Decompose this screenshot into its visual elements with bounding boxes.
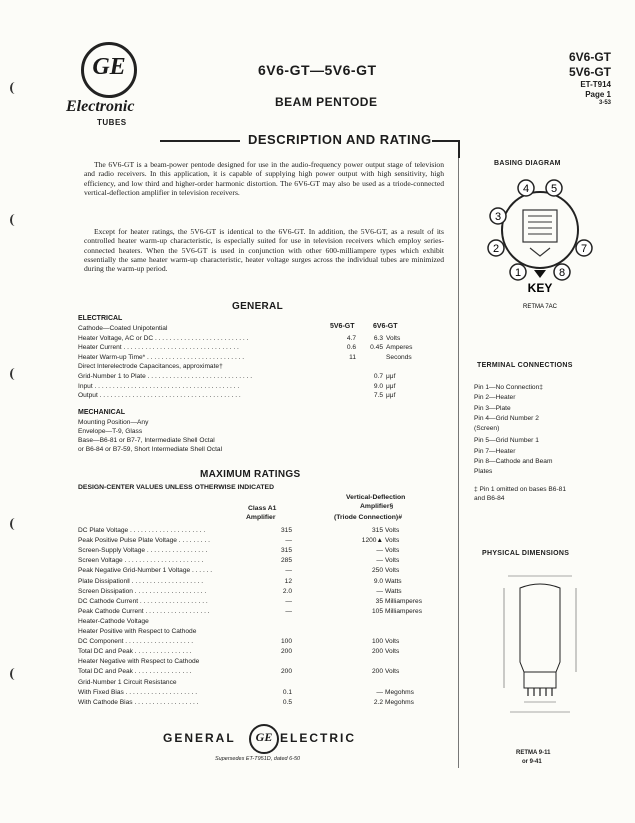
col-vd-1: Vertical-Deflection	[346, 494, 406, 501]
col-vd-3: (Triode Connection)#	[334, 514, 402, 521]
rating-row	[78, 546, 453, 555]
rating-row	[78, 657, 453, 666]
electrical-row	[78, 362, 453, 371]
rating-label: Peak Positive Pulse Plate Voltage . . . . . . . . .	[78, 537, 210, 545]
electrical-row	[78, 353, 453, 362]
rating-value: —	[376, 688, 383, 696]
electrical-row	[78, 382, 453, 391]
terminal-note: ‡ Pin 1 omitted on bases B6-81	[474, 486, 567, 493]
footer-brand-left: GENERAL	[163, 731, 236, 745]
footer-brand-right: ELECTRIC	[280, 731, 356, 745]
electrical-unit: Volts	[386, 334, 401, 342]
terminal-pin: Pin 3—Plate	[474, 405, 511, 412]
physical-dimensions-heading: PHYSICAL DIMENSIONS	[482, 550, 570, 557]
rating-row	[78, 556, 453, 565]
rating-unit: Megohms	[385, 688, 414, 696]
rating-value: —	[285, 597, 292, 605]
ge-logo	[81, 42, 137, 98]
physical-caption-1: RETMA 9-11	[516, 750, 551, 756]
tube-envelope	[520, 584, 560, 672]
rating-row	[78, 536, 453, 545]
rating-unit: Watts	[385, 577, 402, 585]
terminal-pin: Pin 7—Heater	[474, 448, 516, 455]
electrical-label: Cathode—Coated Unipotential	[78, 325, 168, 332]
rating-value: 315	[280, 547, 292, 555]
electrical-row	[78, 334, 453, 343]
rating-row	[78, 566, 453, 575]
key-label: KEY	[527, 281, 553, 295]
footer-ge-logo	[249, 724, 279, 754]
rating-value: 315	[371, 527, 383, 534]
rating-label: With Cathode Bias . . . . . . . . . . . . . . . . . .	[78, 698, 199, 706]
mechanical-row	[78, 427, 453, 436]
rating-value: —	[376, 547, 383, 555]
rating-value: 9.0	[373, 577, 383, 585]
terminal-pin: Pin 4—Grid Number 2	[474, 415, 539, 422]
electrical-label: Heater Voltage, AC or DC . . . . . . . . . . . . . . . . . . . . . . . . . .	[78, 334, 249, 342]
rating-label: With Fixed Bias . . . . . . . . . . . . . . . . . . . .	[78, 688, 198, 696]
mechanical-row	[78, 445, 453, 454]
pin-4	[518, 180, 534, 196]
rating-row	[78, 587, 453, 596]
rating-label: DC Cathode Current . . . . . . . . . . . . . . . . . . .	[78, 597, 208, 605]
brand-tubes: TUBES	[97, 118, 127, 127]
pin-3	[490, 208, 506, 224]
pin-7-label: 7	[580, 243, 588, 255]
electrical-value: 7.5	[373, 392, 383, 400]
mechanical-row	[78, 418, 453, 427]
tube-pins	[528, 688, 552, 696]
electrical-row	[78, 324, 453, 333]
tube-outline-drawing	[490, 574, 590, 724]
electrical-unit: Amperes	[386, 344, 413, 352]
rating-label: Screen-Supply Voltage . . . . . . . . . . . . . . . . .	[78, 547, 208, 555]
electrical-label: Heater Warm-up Time* . . . . . . . . . . . . . . . . . . . . . . . . . . .	[78, 353, 245, 361]
rating-unit: Volts	[385, 648, 400, 656]
physical-caption-2: or 9-41	[522, 759, 542, 765]
basing-diagram-heading: BASING DIAGRAM	[494, 160, 561, 167]
general-heading: GENERAL	[232, 301, 283, 312]
mechanical-text: Mounting Position—Any	[78, 419, 149, 426]
doc-number: ET-T914	[580, 80, 611, 89]
rating-value: —	[285, 567, 292, 575]
rating-row	[78, 698, 453, 707]
binder-hole	[10, 518, 20, 530]
rating-label: DC Component . . . . . . . . . . . . . . . . . . .	[78, 638, 194, 646]
rating-value: 0.5	[282, 698, 292, 706]
electrical-label: Heater Current . . . . . . . . . . . . . . . . . . . . . . . . . . . . . . . .	[78, 344, 239, 352]
header-type-2: 5V6-GT	[568, 65, 611, 79]
rating-row	[78, 617, 453, 626]
rating-value: —	[376, 587, 383, 595]
rating-value: 200	[371, 668, 383, 676]
ge-monogram: GE	[92, 54, 126, 80]
pin-4-label: 4	[522, 183, 530, 195]
pin-8	[554, 264, 570, 280]
electrical-unit: μμf	[386, 382, 396, 390]
rating-label: Screen Voltage . . . . . . . . . . . . . . . . . . . . . .	[78, 557, 204, 565]
supersedes-note: Supersedes ET-T951D, dated 6-50	[215, 756, 301, 762]
terminal-pin: Pin 1—No Connection‡	[474, 384, 543, 391]
column-rule-top	[458, 140, 460, 158]
rating-value: 285	[280, 557, 292, 565]
rating-row	[78, 526, 453, 535]
mechanical-heading: MECHANICAL	[78, 409, 126, 416]
terminal-pin: Pin 2—Heater	[474, 394, 516, 401]
pin-1	[510, 264, 526, 280]
rating-label: DC Plate Voltage . . . . . . . . . . . . . . . . . . . . .	[78, 527, 206, 534]
rating-label: Heater Positive with Respect to Cathode	[78, 628, 197, 635]
pin-1-label: 1	[514, 267, 522, 279]
electrical-value: 0.45	[370, 344, 383, 352]
terminal-pin: Pin 8—Cathode and Beam	[474, 458, 553, 465]
mechanical-text: Base—B6-81 or B7-7, Intermediate Shell Octal	[78, 437, 215, 444]
rating-value: 315	[280, 527, 292, 534]
rating-value: 35	[375, 597, 383, 605]
description-paragraph-2: Except for heater ratings, the 5V6-GT is identical to the 6V6-GT. In addition, the 5V6-GT, as a result of its controlled heater warm-up characteristic, is especially suited for use in television receivers which employ series-connected heaters. When the 5V6-GT is used in conjunction with other 600-milliampere types which exhibit essentially the same heater warm-up characteristic, heater voltage surges across the individual tubes are minimized during the warm-up period.	[84, 227, 444, 274]
electrical-value: 11	[349, 353, 356, 361]
mechanical-row	[78, 436, 453, 445]
electrical-heading: ELECTRICAL	[78, 315, 123, 322]
electrical-unit: μμf	[386, 373, 396, 380]
electrical-value: 0.6	[346, 344, 356, 352]
binder-hole	[10, 82, 20, 94]
rating-row	[78, 577, 453, 586]
rating-label: Heater Negative with Respect to Cathode	[78, 658, 200, 666]
electrical-label: Grid-Number 1 to Plate . . . . . . . . . . . . . . . . . . . . . . . . . . . . .	[78, 373, 253, 380]
tube-base	[524, 672, 556, 688]
rating-value: —	[376, 557, 383, 565]
electrical-unit: μμf	[386, 392, 396, 400]
electrical-row	[78, 391, 453, 400]
rating-row	[78, 647, 453, 656]
rating-unit: Volts	[385, 557, 400, 565]
rating-value: —	[285, 537, 292, 545]
pin-8-label: 8	[558, 267, 566, 279]
electrode-structure	[523, 210, 557, 242]
rating-unit: Megohms	[385, 698, 414, 706]
footer-ge-monogram: GE	[255, 730, 273, 744]
electrical-value: 4.7	[346, 334, 356, 342]
electrical-value: 9.0	[373, 382, 383, 390]
rating-row	[78, 607, 453, 616]
rating-row	[78, 688, 453, 697]
terminal-pin: Plates	[474, 468, 493, 475]
electrical-label: Direct Interelectrode Capacitances, approximate†	[78, 363, 223, 371]
rating-unit: Volts	[385, 638, 400, 646]
rating-unit: Volts	[385, 527, 400, 534]
electrical-value: 6.3	[373, 334, 383, 342]
col-6v6: 6V6-GT	[373, 323, 398, 330]
pin-5-label: 5	[550, 183, 558, 195]
rating-value: 2.0	[282, 587, 292, 595]
section-rule-right	[432, 140, 458, 142]
design-center-heading: DESIGN-CENTER VALUES UNLESS OTHERWISE INDICATED	[78, 484, 274, 491]
rating-value: 2.2	[373, 698, 383, 706]
key-mark	[534, 270, 546, 278]
document-subtitle: BEAM PENTODE	[275, 95, 378, 109]
rating-unit: Watts	[385, 587, 402, 595]
rating-value: 0.1	[282, 688, 292, 696]
rating-label: Total DC and Peak . . . . . . . . . . . . . . . .	[78, 648, 192, 656]
electrical-value: 0.7	[373, 373, 383, 380]
mechanical-text: Envelope—T-9, Glass	[78, 428, 143, 435]
rating-value: 200	[371, 648, 383, 656]
col-5v6: 5V6-GT	[330, 323, 355, 330]
section-rule-left	[160, 140, 240, 142]
mechanical-text: or B6-84 or B7-59, Short Intermediate Shell Octal	[78, 446, 223, 453]
rating-value: 12	[284, 577, 292, 585]
section-title: DESCRIPTION AND RATING	[248, 132, 432, 147]
rating-value: —	[285, 607, 292, 615]
description-paragraph-1: The 6V6-GT is a beam-power pentode designed for use in the audio-frequency power output stage of television and radio receivers. In this application, it is capable of supplying high power output with high sensitivity, high efficiency, and low third and higher-order harmonic distortion. The 6V6-GT may also be used as a triode-connected vertical-deflection amplifier in television receivers.	[84, 160, 444, 197]
rating-label: Screen Dissipation . . . . . . . . . . . . . . . . . . . .	[78, 587, 207, 595]
rating-unit: Volts	[385, 668, 400, 676]
col-class-a-2: Amplifier	[246, 514, 276, 521]
max-ratings-heading: MAXIMUM RATINGS	[200, 469, 301, 480]
rating-value: 200	[280, 668, 292, 676]
rating-unit: Volts	[385, 537, 400, 545]
binder-hole	[10, 368, 20, 380]
electrical-unit: Seconds	[386, 353, 412, 361]
grid-lines	[528, 216, 552, 234]
col-vd-2: Amplifier§	[360, 503, 394, 510]
rating-row	[78, 597, 453, 606]
rating-row	[78, 637, 453, 646]
basing-diagram	[482, 174, 602, 314]
binder-hole	[10, 214, 20, 226]
rating-unit: Volts	[385, 547, 400, 555]
pin-5	[546, 180, 562, 196]
col-class-a-1: Class A1	[248, 505, 277, 512]
pin-2	[488, 240, 504, 256]
rating-value: 100	[280, 638, 292, 646]
rating-value: 200	[280, 648, 292, 656]
terminal-connections-heading: TERMINAL CONNECTIONS	[477, 362, 573, 369]
electrical-row	[78, 372, 453, 381]
rating-label: Plate Dissipation‖ . . . . . . . . . . . . . . . . . . . .	[78, 577, 204, 585]
document-title: 6V6-GT—5V6-GT	[258, 62, 377, 78]
rating-value: 100	[371, 638, 383, 646]
rating-row	[78, 678, 453, 687]
page-number: Page 1	[585, 90, 611, 99]
terminal-pin: Pin 5—Grid Number 1	[474, 437, 539, 444]
rating-label: Peak Negative Grid-Number 1 Voltage . . . . . .	[78, 567, 213, 575]
rating-value: 1200▲	[361, 537, 383, 545]
rating-row	[78, 627, 453, 636]
rating-label: Grid-Number 1 Circuit Resistance	[78, 678, 177, 686]
heater-symbol	[530, 248, 550, 256]
rating-label: Heater-Cathode Voltage	[78, 617, 149, 625]
rating-value: 250	[371, 567, 383, 575]
rating-label: Total DC and Peak . . . . . . . . . . . . . . . .	[78, 668, 192, 676]
basing-caption: RETMA 7AC	[522, 304, 558, 310]
rating-value: 105	[371, 607, 383, 615]
pin-2-label: 2	[492, 243, 500, 255]
doc-date: 3-53	[598, 100, 611, 106]
terminal-note: and B6-84	[474, 495, 505, 502]
rating-unit: Milliamperes	[385, 597, 423, 605]
electrical-label: Input . . . . . . . . . . . . . . . . . . . . . . . . . . . . . . . . . . . . . . . .	[78, 382, 240, 390]
electrical-label: Output . . . . . . . . . . . . . . . . . . . . . . . . . . . . . . . . . . . . . . .	[78, 392, 241, 400]
rating-label: Peak Cathode Current . . . . . . . . . . . . . . . . . .	[78, 607, 210, 615]
rating-unit: Milliamperes	[385, 607, 423, 615]
header-type-1: 6V6-GT	[568, 50, 611, 64]
brand-script: Electronic	[66, 98, 135, 115]
column-divider	[458, 158, 459, 768]
pin-3-label: 3	[494, 211, 502, 223]
electrical-row	[78, 343, 453, 352]
pin-7	[576, 240, 592, 256]
binder-hole	[10, 668, 20, 680]
rating-unit: Volts	[385, 567, 400, 575]
rating-row	[78, 667, 453, 676]
terminal-pin: (Screen)	[474, 425, 500, 432]
